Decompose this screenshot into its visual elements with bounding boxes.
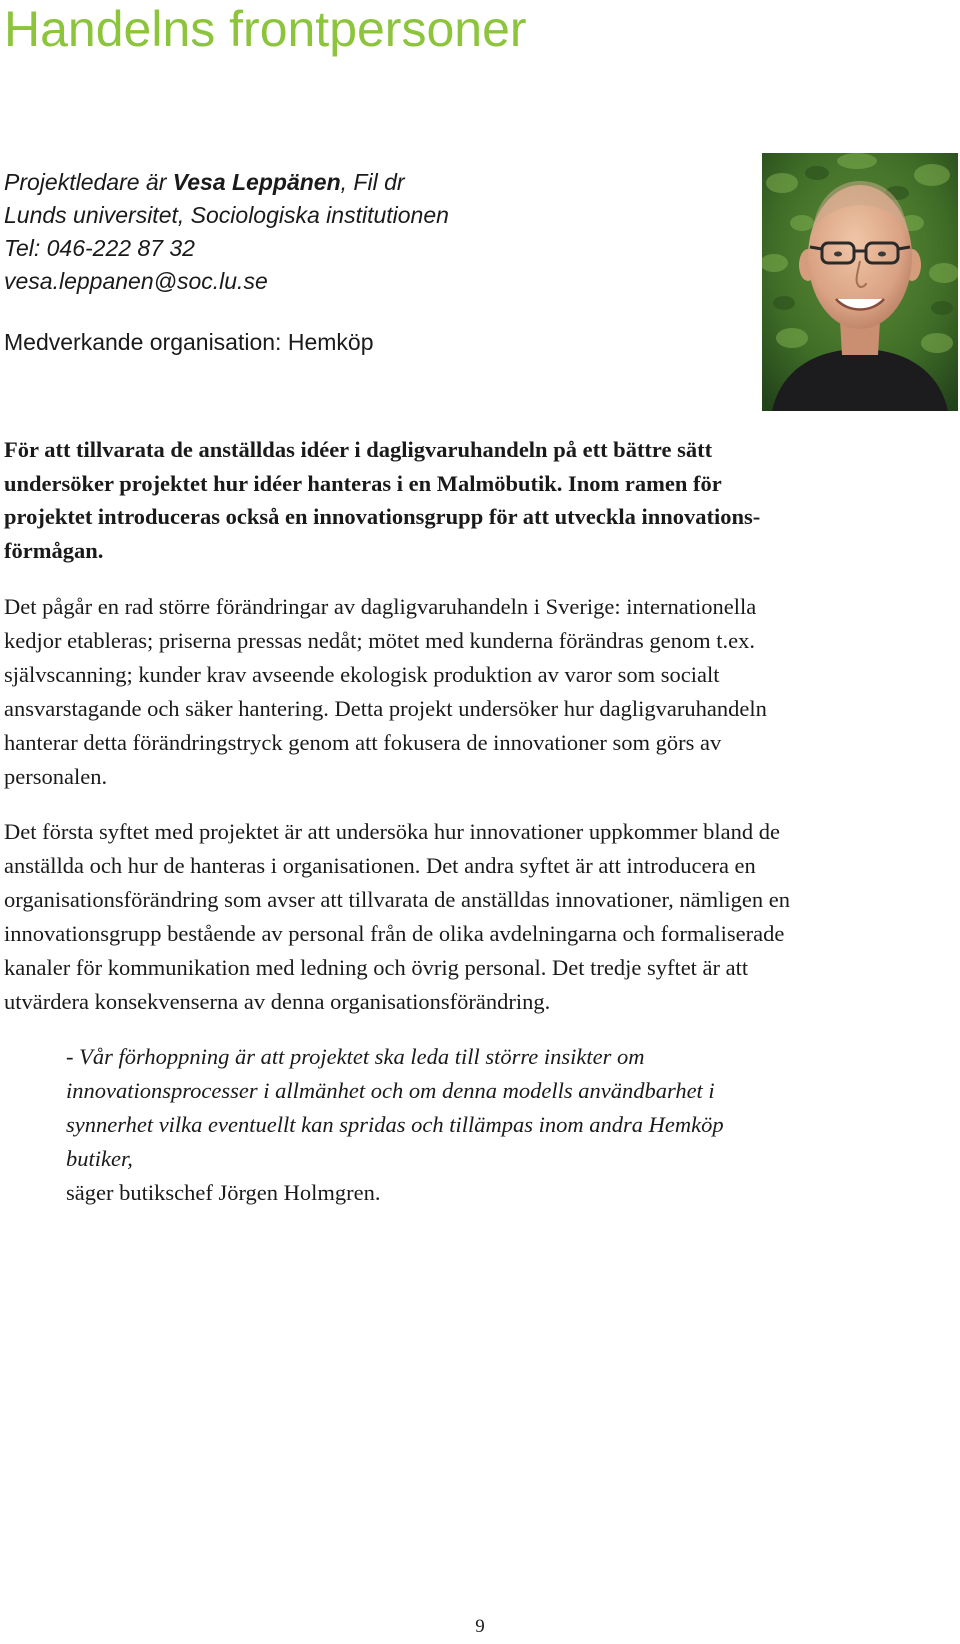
institution-line: Lunds universitet, Sociologiska institutionen: [4, 202, 449, 228]
lead-line: projektet introduceras också en innovationsgrupp för att utveckla innovations-: [4, 504, 761, 529]
paragraph-line: anställda och hur de hanteras i organisationen. Det andra syftet är att introducera en: [4, 853, 756, 878]
paragraph-line: kanaler för kommunikation med ledning och övrig personal. Det tredje syftet är att: [4, 955, 749, 980]
project-leader-line: [4, 166, 724, 199]
body-paragraph-1: [4, 590, 954, 794]
email-link[interactable]: vesa.leppanen@soc.lu.se: [4, 268, 268, 294]
paragraph-line: hanterar detta förändringstryck genom att fokusera de innovationer som görs av: [4, 730, 722, 755]
paragraph-line: organisationsförändring som avser att tillvarata de anställdas innovationer, nämligen en: [4, 887, 790, 912]
quote-attribution: säger butikschef Jörgen Holmgren.: [66, 1180, 381, 1205]
paragraph-line: Det pågår en rad större förändringar av dagligvaruhandeln i Sverige: internationella: [4, 594, 757, 619]
lead-paragraph: [4, 433, 954, 567]
quote-line: - Vår förhoppning är att projektet ska leda till större insikter om: [66, 1044, 645, 1069]
paragraph-line: ansvarstagande och säker hantering. Detta projekt undersöker hur dagligvaruhandeln: [4, 696, 767, 721]
organisation-line: Medverkande organisation: Hemköp: [4, 329, 374, 355]
leader-name: Vesa Leppänen: [172, 169, 341, 195]
contact-block: [4, 166, 724, 298]
body-paragraph-2: [4, 815, 954, 1019]
leader-suffix: , Fil dr: [340, 169, 405, 195]
paragraph-line: personalen.: [4, 764, 108, 789]
quote-line: innovationsprocesser i allmänhet och om denna modells användbarhet i: [66, 1078, 715, 1103]
quote-line: butiker,: [66, 1146, 133, 1171]
page-title: Handelns frontpersoner: [4, 1, 527, 57]
page-number: 9: [475, 1616, 485, 1637]
leader-prefix: Projektledare är: [4, 169, 173, 195]
phone-line: Tel: 046-222 87 32: [4, 235, 195, 261]
quote-line: synnerhet vilka eventuellt kan spridas och tillämpas inom andra Hemköp: [66, 1112, 724, 1137]
paragraph-line: självscanning; kunder krav avseende ekologisk produktion av varor som socialt: [4, 662, 720, 687]
portrait-photo: [762, 153, 958, 411]
lead-line: förmågan.: [4, 537, 104, 563]
paragraph-line: utvärdera konsekvenserna av denna organisationsförändring.: [4, 989, 551, 1014]
lead-line: För att tillvarata de anställdas idéer i dagligvaruhandeln på ett bättre sätt: [4, 437, 713, 462]
paragraph-line: innovationsgrupp bestående av personal från de olika avdelningarna och formaliserade: [4, 921, 785, 946]
paragraph-line: kedjor etableras; priserna pressas nedåt; mötet med kunderna förändras genom t.ex.: [4, 628, 755, 653]
quote-block: [66, 1040, 946, 1210]
lead-line: undersöker projektet hur idéer hanteras i en Malmöbutik. Inom ramen för: [4, 470, 722, 496]
paragraph-line: Det första syftet med projektet är att undersöka hur innovationer uppkommer bland de: [4, 819, 781, 844]
